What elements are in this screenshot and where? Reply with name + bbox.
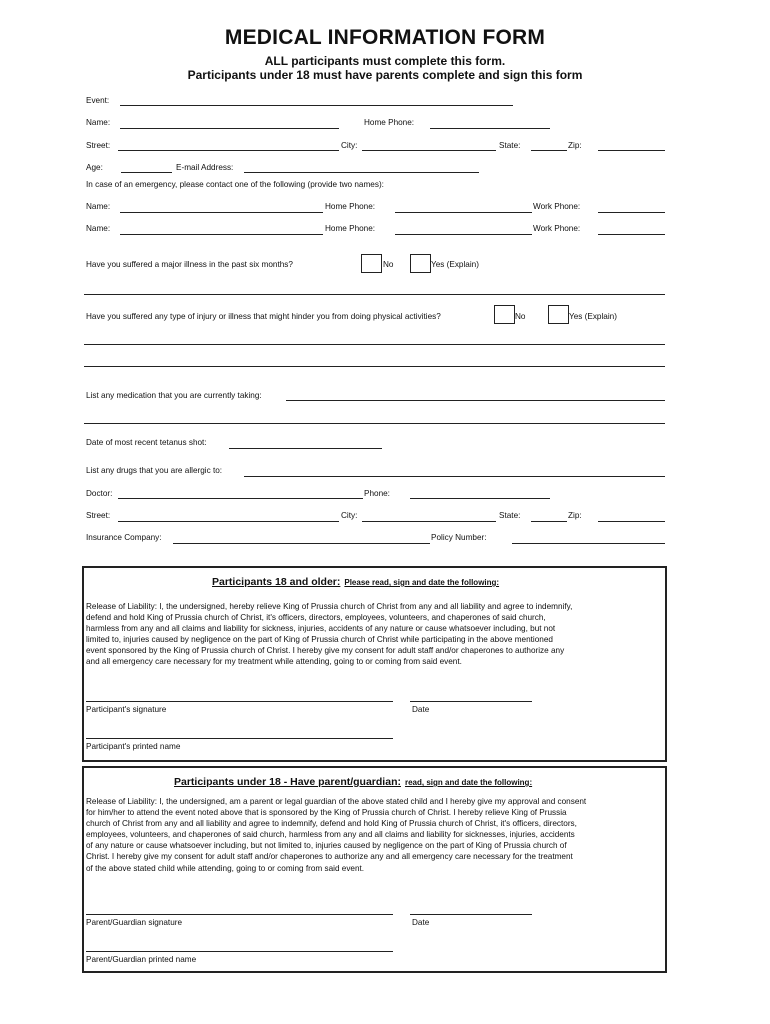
adult-heading-note: Please read, sign and date the following: — [344, 578, 500, 587]
ec2-home-phone-field[interactable] — [395, 234, 532, 235]
minor-release-text — [86, 796, 586, 874]
age-field[interactable] — [121, 172, 172, 173]
state-label: State: — [499, 141, 521, 150]
doctor-label: Doctor: — [86, 489, 113, 498]
state-field[interactable] — [531, 150, 567, 151]
ec1-name-field[interactable] — [120, 212, 323, 213]
tetanus-label: Date of most recent tetanus shot: — [86, 438, 207, 447]
ec1-home-phone-label: Home Phone: — [325, 202, 376, 211]
doctor-state-field[interactable] — [531, 521, 567, 522]
guardian-date-label: Date — [412, 918, 430, 927]
ec1-work-phone-field[interactable] — [598, 212, 665, 213]
participant-signature-label: Participant's signature — [86, 705, 167, 714]
adult-heading-title: Participants 18 and older: — [212, 576, 341, 588]
participant-date-label: Date — [412, 705, 430, 714]
guardian-printed-name-line[interactable] — [86, 951, 393, 952]
guardian-printed-name-label: Parent/Guardian printed name — [86, 955, 197, 964]
participant-printed-name-label: Participant's printed name — [86, 742, 181, 751]
illness-no-checkbox[interactable] — [361, 254, 382, 273]
home-phone-field[interactable] — [430, 128, 550, 129]
minor-release-line: Release of Liability: I, the undersigned, am a parent or legal guardian of the above stated child and I hereby give my approval and consent — [86, 797, 587, 806]
adult-release-line: harmless from any and all claims and liability for sickness, injuries, accidents of any nature or cause whatsoever including, but not — [86, 624, 556, 634]
email-label: E-mail Address: — [176, 163, 234, 172]
illness-yes-label: Yes (Explain) — [431, 260, 479, 269]
ec1-work-phone-label: Work Phone: — [533, 202, 581, 211]
doctor-street-field[interactable] — [118, 521, 339, 522]
policy-label: Policy Number: — [431, 533, 487, 542]
guardian-signature-label: Parent/Guardian signature — [86, 918, 183, 927]
home-phone-label: Home Phone: — [364, 118, 415, 127]
doctor-street-label: Street: — [86, 511, 111, 520]
injury-yes-checkbox[interactable] — [548, 305, 569, 324]
form-subtitle-all: ALL participants must complete this form. — [264, 54, 506, 68]
insurance-field[interactable] — [173, 543, 430, 544]
injury-no-label: No — [515, 312, 526, 321]
illness-yes-checkbox[interactable] — [410, 254, 431, 273]
participant-signature-line[interactable] — [86, 701, 393, 702]
illness-explain-line[interactable] — [84, 294, 665, 295]
street-label: Street: — [86, 141, 111, 150]
ec2-work-phone-label: Work Phone: — [533, 224, 581, 233]
injury-explain-line-2[interactable] — [84, 366, 665, 367]
medication-field[interactable] — [286, 400, 665, 401]
doctor-city-field[interactable] — [362, 521, 496, 522]
participant-date-line[interactable] — [410, 701, 532, 702]
minor-heading-note: read, sign and date the following: — [404, 778, 533, 787]
adult-release-line: event sponsored by the King of Prussia church of Christ. I hereby give my consent for adult staff and/or chaperones to authorize any — [86, 646, 565, 656]
ec1-name-label: Name: — [86, 202, 111, 211]
ec2-work-phone-field[interactable] — [598, 234, 665, 235]
injury-question: Have you suffered any type of injury or illness that might hinder you from doing physical activities? — [86, 312, 441, 321]
minor-release-line: church of Christ from any and all liability and agree to indemnify, defend and hold King of Prussia church of Christ, it's officers, directors, — [86, 819, 577, 829]
doctor-zip-field[interactable] — [598, 521, 665, 522]
medication-field-2[interactable] — [84, 423, 665, 424]
ec2-name-field[interactable] — [120, 234, 323, 235]
doctor-field[interactable] — [118, 498, 363, 499]
email-field[interactable] — [244, 172, 479, 173]
minor-release-line: of any nature or cause whatsoever including, but not limited to, injuries caused by negligence on the part of King of Prussia church of — [86, 841, 567, 851]
adult-release-text — [86, 601, 572, 668]
guardian-date-line[interactable] — [410, 914, 532, 915]
adult-release-line: and all emergency care necessary for my treatment while attending, going to or coming from said event. — [86, 657, 462, 667]
age-label: Age: — [86, 163, 103, 172]
ec1-home-phone-field[interactable] — [395, 212, 532, 213]
injury-explain-line-1[interactable] — [84, 344, 665, 345]
zip-field[interactable] — [598, 150, 665, 151]
injury-no-checkbox[interactable] — [494, 305, 515, 324]
doctor-zip-label: Zip: — [568, 511, 582, 520]
adult-release-line: defend and hold King of Prussia church of Christ, it's officers, directors, employees, volunteers, and chaperones of said church, — [86, 613, 546, 623]
form-subtitle-minors: Participants under 18 must have parents complete and sign this form — [187, 68, 583, 82]
minor-release-line: of the above stated child while attending, going to or coming from said event. — [86, 863, 365, 873]
city-label: City: — [341, 141, 358, 150]
emergency-intro: In case of an emergency, please contact one of the following (provide two names): — [86, 180, 384, 189]
policy-field[interactable] — [512, 543, 665, 544]
zip-label: Zip: — [568, 141, 582, 150]
illness-question: Have you suffered a major illness in the past six months? — [86, 260, 293, 269]
medication-label: List any medication that you are currently taking: — [86, 391, 262, 400]
tetanus-field[interactable] — [229, 448, 382, 449]
event-label: Event: — [86, 96, 110, 105]
city-field[interactable] — [362, 150, 496, 151]
adult-heading — [212, 576, 499, 588]
minor-release-line: for him/her to attend the event noted above that is sponsored by the King of Prussia church of Christ. I hereby relieve King of Prussia — [86, 808, 567, 818]
guardian-signature-line[interactable] — [86, 914, 393, 915]
allergies-field[interactable] — [244, 476, 665, 477]
allergies-label: List any drugs that you are allergic to: — [86, 466, 223, 475]
illness-no-label: No — [383, 260, 394, 269]
doctor-phone-field[interactable] — [410, 498, 550, 499]
participant-printed-name-line[interactable] — [86, 738, 393, 739]
name-field[interactable] — [120, 128, 339, 129]
adult-release-line: Release of Liability: I, the undersigned, hereby relieve King of Prussia church of Christ from any and all liability and agree to indemnify, — [86, 602, 573, 611]
doctor-state-label: State: — [499, 511, 521, 520]
ec2-home-phone-label: Home Phone: — [325, 224, 376, 233]
injury-yes-label: Yes (Explain) — [569, 312, 617, 321]
adult-release-line: limited to, injuries caused by negligence on the part of King of Prussia church of Christ while participating in the above mentioned — [86, 635, 553, 645]
doctor-phone-label: Phone: — [364, 489, 390, 498]
minor-heading — [174, 776, 532, 788]
name-label: Name: — [86, 118, 111, 127]
minor-release-line: Christ. I hereby give my consent for adult staff and/or chaperones to authorize any and all emergency care necessary for the treatment — [86, 852, 573, 862]
insurance-label: Insurance Company: — [86, 533, 162, 542]
minor-heading-title: Participants under 18 - Have parent/guardian: — [174, 776, 401, 788]
minor-release-line: employees, volunteers, and chaperones of said church, harmless from any and all claims and liability for sicknesses, injuries, accidents — [86, 830, 575, 840]
street-field[interactable] — [118, 150, 339, 151]
form-title: MEDICAL INFORMATION FORM — [224, 26, 546, 49]
ec2-name-label: Name: — [86, 224, 111, 233]
doctor-city-label: City: — [341, 511, 358, 520]
event-field[interactable] — [120, 105, 513, 106]
